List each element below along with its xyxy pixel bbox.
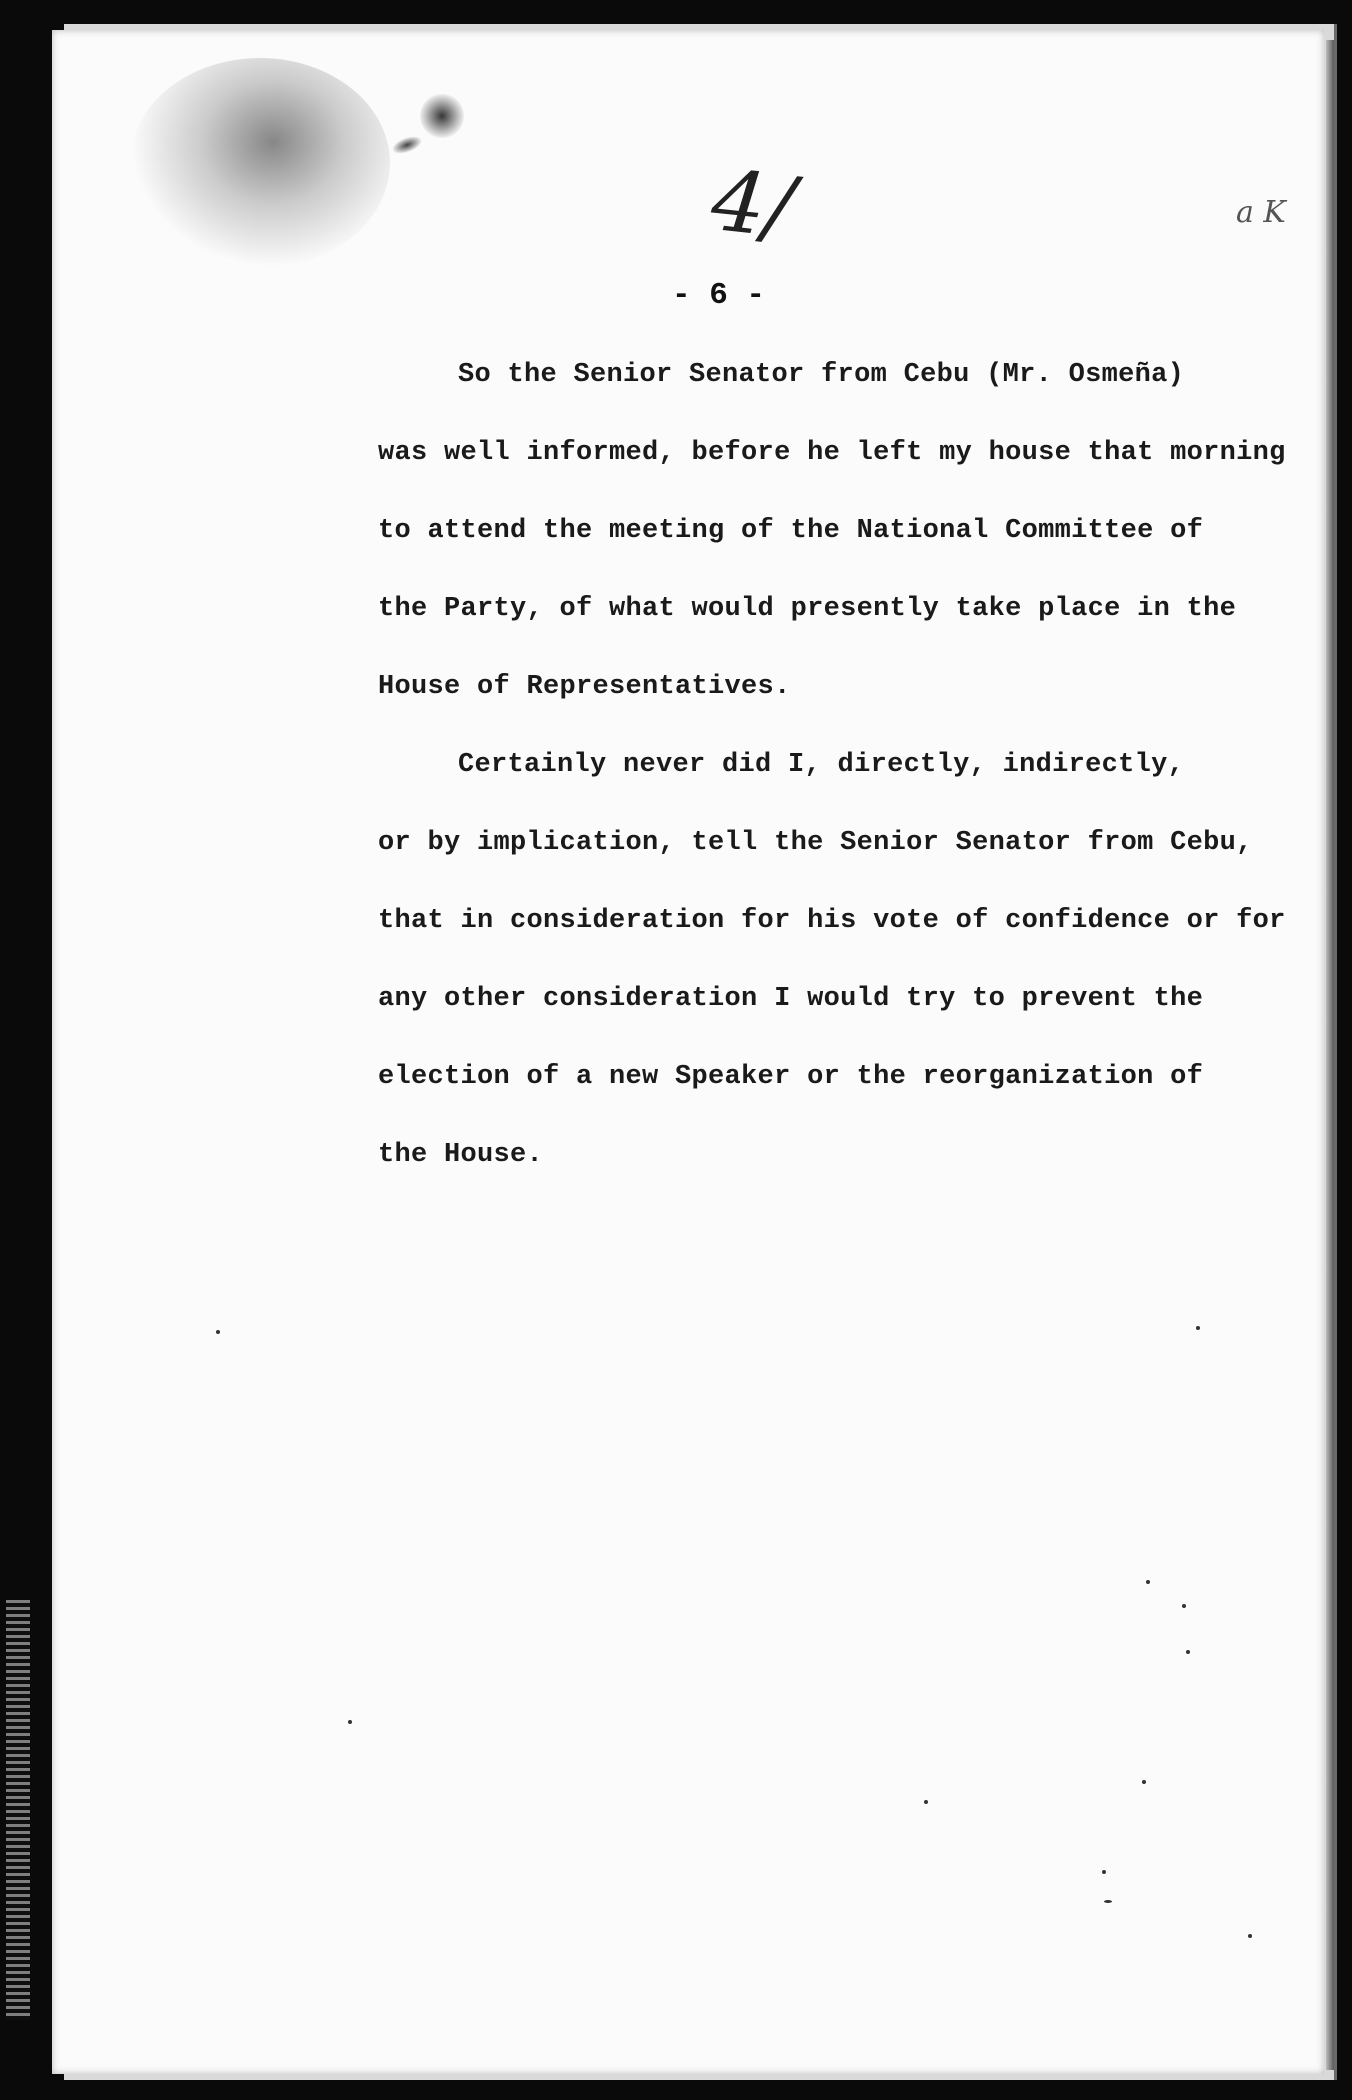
text-line: House of Representatives. <box>378 672 791 702</box>
handwritten-page-mark: 4/ <box>707 150 799 258</box>
stacked-page-edge <box>1326 40 1334 2070</box>
dust-speck <box>1104 1900 1112 1903</box>
dust-speck <box>1248 1934 1252 1938</box>
film-edge-grain <box>6 1600 30 2020</box>
dust-speck <box>1102 1870 1106 1874</box>
dust-speck <box>924 1800 928 1804</box>
typed-body-text <box>378 346 1286 1204</box>
text-line: was well informed, before he left my house that morning <box>378 438 1286 468</box>
document-page <box>52 30 1324 2074</box>
text-line: Certainly never did I, directly, indirectly, <box>458 750 1185 780</box>
dust-speck <box>1182 1604 1186 1608</box>
dust-speck <box>216 1330 220 1334</box>
dust-speck <box>348 1720 352 1724</box>
page-number: - 6 - <box>672 278 766 313</box>
text-line: that in consideration for his vote of confidence or for <box>378 906 1286 936</box>
text-line: to attend the meeting of the National Committee of <box>378 516 1204 546</box>
text-line: the Party, of what would presently take place in the <box>378 594 1237 624</box>
text-line: or by implication, tell the Senior Senator from Cebu, <box>378 828 1253 858</box>
dust-speck <box>1196 1326 1200 1330</box>
text-line: the House. <box>378 1140 544 1170</box>
ink-smudge <box>130 58 390 268</box>
ink-blot <box>420 94 464 138</box>
text-line: any other consideration I would try to prevent the <box>378 984 1204 1014</box>
dust-speck <box>1142 1780 1146 1784</box>
ink-blot-small <box>391 133 424 156</box>
dust-speck <box>1186 1650 1190 1654</box>
margin-initials: a K <box>1236 195 1286 230</box>
text-line: So the Senior Senator from Cebu (Mr. Osmeña) <box>458 360 1185 390</box>
text-line: election of a new Speaker or the reorganization of <box>378 1062 1204 1092</box>
dust-speck <box>1146 1580 1150 1584</box>
